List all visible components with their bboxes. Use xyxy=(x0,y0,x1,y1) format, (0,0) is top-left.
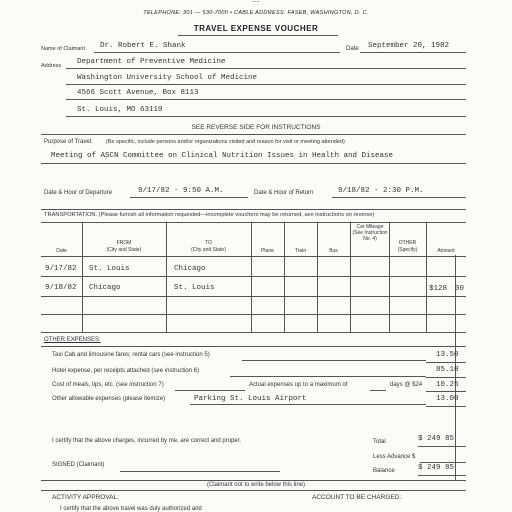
total-value: $ 249 85 xyxy=(418,435,455,443)
address-rule-3 xyxy=(66,99,466,100)
signed-label: SIGNED (Claimant) xyxy=(52,462,105,468)
footer-certify-line: I certify that the above travel was duly authorized and xyxy=(60,506,202,512)
address-line-3: 4566 Scott Avenue, Box 8113 xyxy=(77,89,199,97)
row2-cents: 00 xyxy=(455,285,465,293)
address-rule-2 xyxy=(66,84,466,85)
row1-to: Chicago xyxy=(174,265,206,273)
table-bottom xyxy=(41,332,466,333)
purpose-hint: (Be specific, include persons and/or organizations visited and reason for visit or meeting attended) xyxy=(106,139,345,145)
total-rule xyxy=(418,446,466,447)
meals-amount: 10.25 xyxy=(436,381,459,389)
address-line-2: Washington University School of Medicine xyxy=(77,74,258,82)
purpose-label: Purpose of Travel: xyxy=(44,139,93,145)
col-head-plane: Plane xyxy=(261,248,274,254)
return-value: 9/18/82 - 2:30 P.M. xyxy=(338,187,424,195)
taxi-amount: 13.50 xyxy=(436,351,459,359)
col-head-date: Date xyxy=(56,248,67,254)
address-label: Address xyxy=(41,63,62,69)
col-line-8 xyxy=(426,222,427,332)
taxi-rule xyxy=(242,360,426,361)
signature-line xyxy=(120,471,280,472)
hotel-rule xyxy=(230,376,426,377)
row3-rule xyxy=(41,314,466,315)
header-bottom xyxy=(41,256,466,257)
activity-approval-label: ACTIVITY APPROVAL: xyxy=(52,494,119,501)
purpose-value: Meeting of ASCN Committee on Clinical Nutrition Issues in Health and Disease xyxy=(51,152,394,160)
purpose-rule xyxy=(41,163,466,164)
total-label: Total xyxy=(373,439,386,445)
claim-date: September 20, 1982 xyxy=(368,42,450,50)
claimant-name: Dr. Robert E. Shank xyxy=(100,42,186,50)
other-allowable-amount: 13.00 xyxy=(436,395,459,403)
col-line-2 xyxy=(166,222,167,332)
cut-top-text xyxy=(0,0,512,4)
address-line-4: St. Louis, MO 63110 xyxy=(77,106,163,114)
balance-rule xyxy=(418,475,466,476)
row1-date: 9/17/82 xyxy=(45,265,77,273)
departure-label: Date & Hour of Departure xyxy=(44,190,113,196)
departure-rule xyxy=(130,197,248,198)
section-rule-2 xyxy=(41,209,466,210)
balance-label: Balance xyxy=(373,468,395,474)
date-label: Date xyxy=(346,46,359,52)
row1-from: St. Louis xyxy=(89,265,130,273)
col-head-train: Train xyxy=(294,248,307,254)
row2-rule xyxy=(41,296,466,297)
row2-to: St. Louis xyxy=(174,284,215,292)
row2-date: 9/18/82 xyxy=(45,284,77,292)
other-allowable-rule xyxy=(190,404,426,405)
certify-text: I certify that the above charges, incurred by me, are correct and proper. xyxy=(52,438,242,444)
meals-label: Cost of meals, tips, etc. (see instruction 7) xyxy=(52,382,164,388)
col-head-to-sub: (City and State) xyxy=(191,247,226,253)
name-line xyxy=(94,52,340,53)
section-rule-1 xyxy=(41,134,466,135)
col-head-from: FROM xyxy=(116,240,132,246)
col-line-1 xyxy=(82,222,83,332)
claimant-divider xyxy=(41,480,466,481)
address-rule-1 xyxy=(66,68,466,69)
col-head-bus: Bus xyxy=(329,248,338,254)
meals-amount-rule xyxy=(426,391,466,392)
contact-line: TELEPHONE: 301 — 530-7000 • CABLE ADDRESS: FASEB, WASHINGTON, D. C. xyxy=(143,10,369,16)
row2-amount: $128 xyxy=(429,285,448,293)
taxi-label: Taxi Cab and limousine fares; rental cars (see instruction 5) xyxy=(52,352,210,358)
col-line-7 xyxy=(389,222,390,332)
row1-rule xyxy=(41,276,466,277)
other-allowable-value: Parking St. Louis Airport xyxy=(194,395,307,403)
other-allowable-label: Other allowable expenses (please itemize) xyxy=(52,396,166,402)
meals-days-rule xyxy=(370,390,386,391)
advance-label: Less Advance $ xyxy=(373,454,416,460)
other-expenses-rule xyxy=(41,346,466,347)
advance-rule xyxy=(420,462,466,463)
transportation-heading: TRANSPORTATION. (Please furnish all information requested—incomplete vouchers may be returned, see instructions on reverse) xyxy=(44,212,375,218)
address-line-1: Department of Preventive Medicine xyxy=(77,58,226,66)
row2-from: Chicago xyxy=(89,284,121,292)
table-top xyxy=(41,222,466,223)
meals-days: days @ $24 xyxy=(390,382,423,388)
col-line-5 xyxy=(317,222,318,332)
other-expenses-heading: OTHER EXPENSES: xyxy=(44,337,101,343)
reverse-side-note: SEE REVERSE SIDE FOR INSTRUCTIONS xyxy=(191,124,321,131)
hotel-amount: 85.10 xyxy=(436,366,459,374)
address-rule-4 xyxy=(66,116,466,117)
col-line-6 xyxy=(350,222,351,332)
other-amount-rule xyxy=(426,406,466,407)
balance-value: $ 249 85 xyxy=(418,464,455,472)
col-head-other: OTHER xyxy=(398,240,417,246)
claimant-note: (Claimant not to write below this line) xyxy=(206,482,306,488)
col-head-amount: Amount xyxy=(437,248,455,254)
name-label: Name of Claimant xyxy=(41,46,86,52)
date-line xyxy=(360,52,466,53)
departure-value: 9/17/82 - 9:50 A.M. xyxy=(138,187,224,195)
return-rule xyxy=(332,197,466,198)
meals-rule xyxy=(175,390,245,391)
col-line-3 xyxy=(251,222,252,332)
taxi-amount-rule xyxy=(426,362,466,363)
col-head-car: Car Mileage (See Instruction No. 4) xyxy=(352,224,388,242)
col-line-4 xyxy=(284,222,285,332)
form-title: TRAVEL EXPENSE VOUCHER xyxy=(193,24,319,33)
account-charged-label: ACCOUNT TO BE CHARGED: xyxy=(312,494,402,501)
hotel-amount-rule xyxy=(426,377,466,378)
meals-actual: Actual expenses up to a maximum of xyxy=(249,382,348,388)
title-underline xyxy=(178,35,338,36)
col-head-to: TO xyxy=(205,240,212,246)
hotel-label: Hotel expense, per receipts attached (see instruction 6) xyxy=(52,368,200,374)
return-label: Date & Hour of Return xyxy=(254,190,314,196)
col-head-from-sub: (City and State) xyxy=(106,247,142,253)
col-head-other-sub: (Specify) xyxy=(397,247,418,253)
footer-rule xyxy=(41,490,466,491)
